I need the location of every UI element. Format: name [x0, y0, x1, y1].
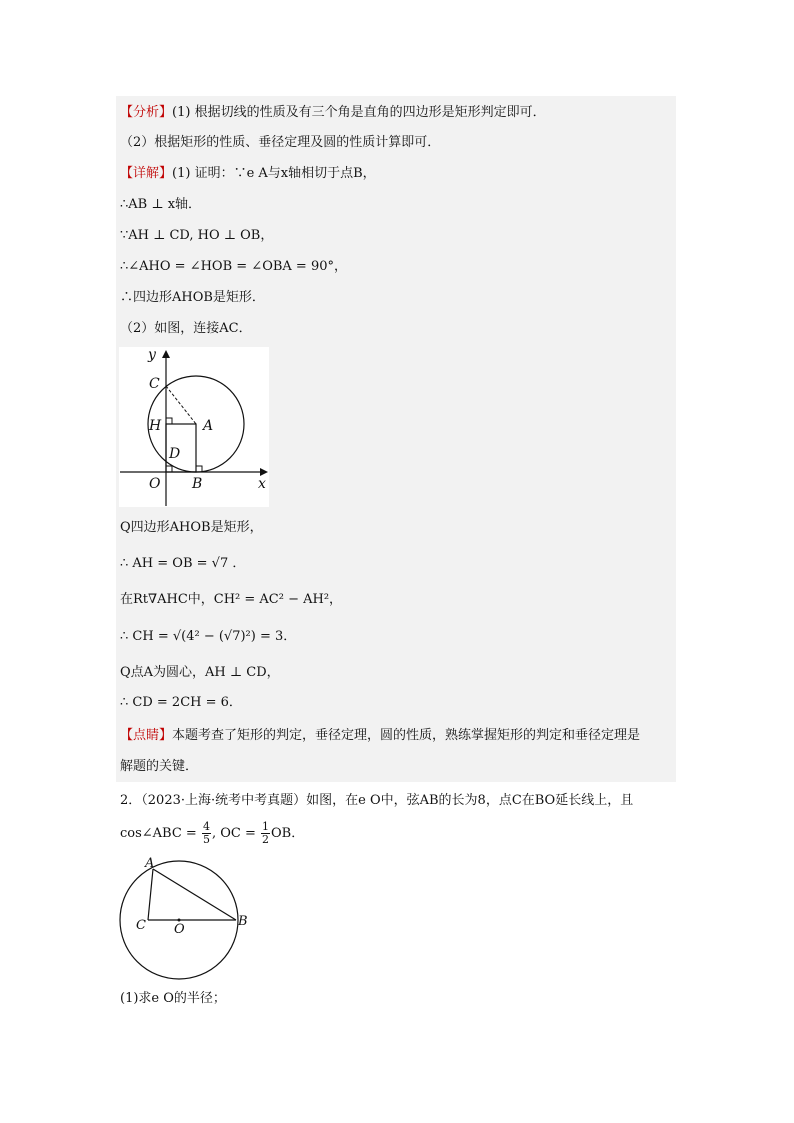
step-7: 在Rt∇AHC中，CH² = AC² − AH²， [120, 592, 343, 607]
label-o: O [174, 922, 185, 937]
step-10: ∴ CD = 2CH = 6． [120, 695, 242, 710]
label-d: D [169, 446, 181, 462]
label-a: A [203, 418, 214, 434]
label-x: x [258, 476, 266, 492]
fraction-one-half: $\frac{1}{2}$ [262, 820, 270, 846]
label-y: y [148, 347, 156, 363]
label-a: A [145, 856, 155, 871]
label-b: B [192, 476, 203, 492]
label-c: C [136, 918, 146, 933]
analysis-line-1: 【分析】(1) 根据切线的性质及有三个角是直角的四边形是矩形判定即可． [120, 105, 546, 120]
part2-intro: （2）如图，连接AC． [120, 321, 252, 336]
figure-tangent-circle [118, 346, 272, 510]
chord-ab [153, 869, 236, 920]
comment-line-2: 解题的关键． [120, 759, 199, 774]
label-b: B [238, 914, 248, 929]
problem2-line-1: 2．（2023·上海·统考中考真题）如图，在e O中，弦AB的长为8，点C在BO延长线上，且 [120, 793, 634, 808]
question-1: (1)求e O的半径； [120, 991, 226, 1006]
detail-line-1: 【详解】(1) 证明：∵e A与x轴相切于点B， [120, 166, 376, 181]
label-o: O [149, 476, 161, 492]
analysis-tag: 【分析】 [120, 105, 173, 120]
step-5: Q四边形AHOB是矩形， [120, 520, 263, 535]
detail-tag: 【详解】 [120, 166, 173, 181]
label-h: H [149, 418, 162, 434]
step-4: ∴四边形AHOB是矩形． [120, 290, 265, 305]
step-3: ∴∠AHO = ∠HOB = ∠OBA = 90°， [120, 259, 347, 274]
comment-tag: 【点睛】 [120, 728, 173, 743]
comment-line-1: 【点睛】本题考查了矩形的判定，垂径定理，圆的性质，熟练掌握矩形的判定和垂径定理是 [120, 728, 641, 743]
segment-ac [148, 869, 153, 920]
figure-circle-o [116, 852, 256, 984]
analysis-line-2: （2）根据矩形的性质、垂径定理及圆的性质计算即可． [120, 135, 441, 150]
label-c: C [149, 376, 160, 392]
step-1: ∴AB ⊥ x轴． [120, 197, 202, 212]
step-6: ∴ AH = OB = √7 ． [120, 556, 246, 571]
step-9: Q点A为圆心，AH ⊥ CD， [120, 665, 280, 680]
fraction-four-fifths: $\frac{4}{5}$ [202, 820, 210, 846]
step-8: ∴ CH = √(4² − (√7)²) = 3． [120, 629, 297, 644]
problem2-line-2: cos∠ABC = $\frac{4}{5}$ , OC = $\frac{1}{2}$ OB． [120, 820, 305, 846]
step-2: ∵AH ⊥ CD, HO ⊥ OB， [120, 228, 274, 243]
